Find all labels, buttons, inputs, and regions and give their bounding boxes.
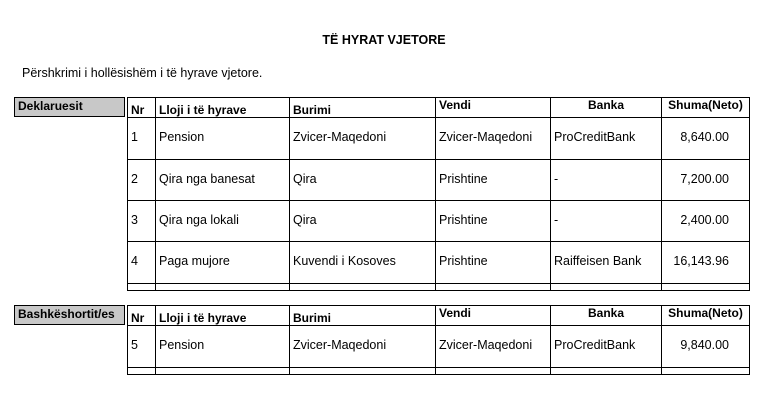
cell-shuma: 7,200.00 bbox=[662, 160, 750, 201]
page-title: TË HYRAT VJETORE bbox=[322, 33, 446, 47]
header-banka: Banka bbox=[551, 306, 662, 326]
table-header-row bbox=[128, 98, 750, 118]
spacer-cell bbox=[128, 284, 156, 291]
cell-burimi: Qira bbox=[290, 201, 436, 242]
cell-lloji: Qira nga banesat bbox=[156, 160, 290, 201]
table-spacer-row bbox=[128, 284, 750, 291]
table-row bbox=[128, 242, 750, 284]
table-row bbox=[128, 201, 750, 242]
header-lloji: Lloji i të hyrave bbox=[156, 98, 290, 118]
table-row bbox=[128, 326, 750, 368]
header-banka: Banka bbox=[551, 98, 662, 118]
spacer-cell bbox=[662, 368, 750, 375]
cell-shuma: 9,840.00 bbox=[662, 326, 750, 368]
spacer-cell bbox=[290, 368, 436, 375]
cell-vendi: Zvicer-Maqedoni bbox=[436, 326, 551, 368]
cell-shuma: 8,640.00 bbox=[662, 118, 750, 160]
spacer-cell bbox=[551, 368, 662, 375]
spacer-cell bbox=[290, 284, 436, 291]
table-header-row bbox=[128, 306, 750, 326]
spacer-cell bbox=[156, 284, 290, 291]
cell-banka: - bbox=[551, 201, 662, 242]
header-vendi: Vendi bbox=[436, 98, 551, 118]
cell-lloji: Pension bbox=[156, 118, 290, 160]
cell-banka: ProCreditBank bbox=[551, 118, 662, 160]
cell-vendi: Prishtine bbox=[436, 160, 551, 201]
page-subtitle: Përshkrimi i hollësishëm i të hyrave vjetore. bbox=[22, 66, 263, 80]
declarant-income-table bbox=[127, 97, 750, 291]
spacer-cell bbox=[156, 368, 290, 375]
cell-banka: - bbox=[551, 160, 662, 201]
cell-banka: Raiffeisen Bank bbox=[551, 242, 662, 284]
cell-nr: 1 bbox=[128, 118, 156, 160]
header-shuma: Shuma(Neto) bbox=[662, 98, 750, 118]
header-nr: Nr bbox=[128, 98, 156, 118]
cell-burimi: Kuvendi i Kosoves bbox=[290, 242, 436, 284]
spouse-income-table bbox=[127, 305, 750, 375]
cell-nr: 3 bbox=[128, 201, 156, 242]
declarant-label: Deklaruesit bbox=[14, 97, 125, 117]
cell-vendi: Zvicer-Maqedoni bbox=[436, 118, 551, 160]
cell-nr: 2 bbox=[128, 160, 156, 201]
header-nr: Nr bbox=[128, 306, 156, 326]
spacer-cell bbox=[551, 284, 662, 291]
header-lloji: Lloji i të hyrave bbox=[156, 306, 290, 326]
cell-lloji: Pension bbox=[156, 326, 290, 368]
spacer-cell bbox=[662, 284, 750, 291]
cell-nr: 4 bbox=[128, 242, 156, 284]
table-spacer-row bbox=[128, 368, 750, 375]
cell-banka: ProCreditBank bbox=[551, 326, 662, 368]
cell-burimi: Qira bbox=[290, 160, 436, 201]
cell-lloji: Paga mujore bbox=[156, 242, 290, 284]
cell-shuma: 2,400.00 bbox=[662, 201, 750, 242]
cell-lloji: Qira nga lokali bbox=[156, 201, 290, 242]
spacer-cell bbox=[128, 368, 156, 375]
cell-nr: 5 bbox=[128, 326, 156, 368]
header-burimi: Burimi bbox=[290, 98, 436, 118]
spouse-label: Bashkëshortit/es bbox=[14, 305, 125, 325]
table-row bbox=[128, 160, 750, 201]
cell-vendi: Prishtine bbox=[436, 242, 551, 284]
header-burimi: Burimi bbox=[290, 306, 436, 326]
cell-burimi: Zvicer-Maqedoni bbox=[290, 118, 436, 160]
table-row bbox=[128, 118, 750, 160]
header-shuma: Shuma(Neto) bbox=[662, 306, 750, 326]
cell-vendi: Prishtine bbox=[436, 201, 551, 242]
spacer-cell bbox=[436, 368, 551, 375]
spacer-cell bbox=[436, 284, 551, 291]
cell-shuma: 16,143.96 bbox=[662, 242, 750, 284]
cell-burimi: Zvicer-Maqedoni bbox=[290, 326, 436, 368]
header-vendi: Vendi bbox=[436, 306, 551, 326]
